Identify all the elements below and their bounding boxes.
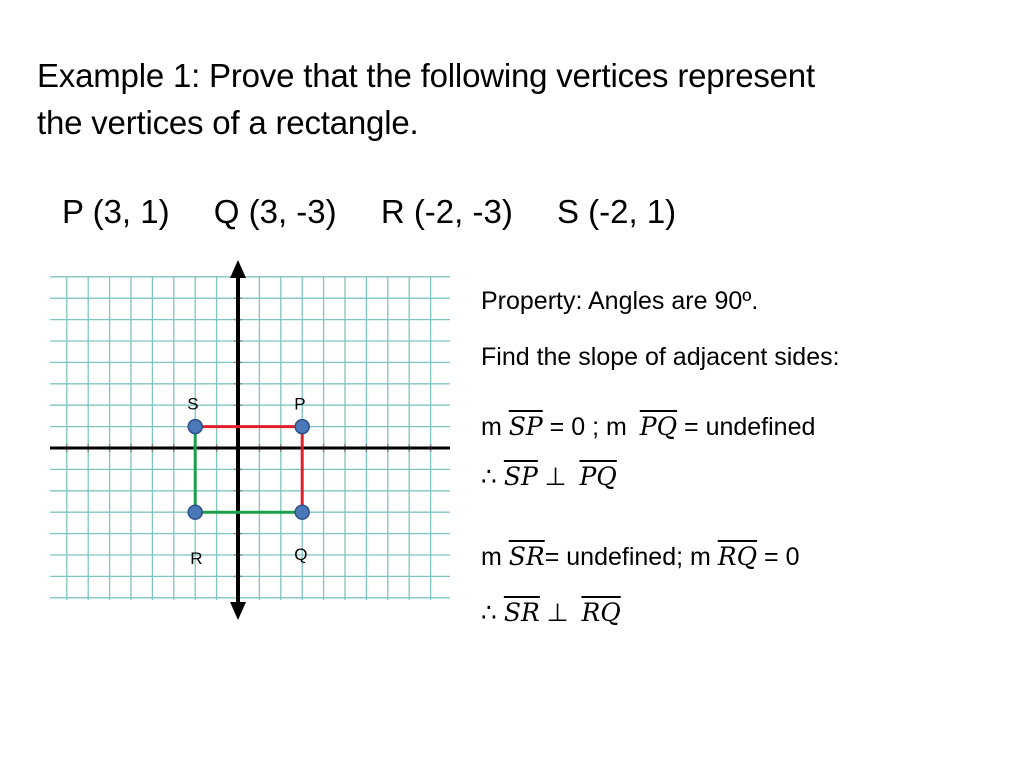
slope-equation-text: = 0 ; m: [542, 413, 634, 441]
y-axis-arrow-down: [230, 602, 246, 620]
segment-rq: $\overline{RQ}$: [581, 598, 621, 627]
segment-sr: $\overline{SR}$: [508, 542, 545, 571]
y-axis-arrow-up: [230, 260, 246, 278]
instruction-text: Find the slope of adjacent sides:: [481, 343, 840, 371]
segment-sp: $\overline{SP}$: [503, 462, 538, 491]
therefore-symbol: ∴: [481, 599, 504, 627]
label-r: R: [190, 549, 203, 569]
slope-equation-text: = undefined: [677, 413, 816, 441]
slope-line-sp-pq: [481, 410, 815, 444]
perpendicular-line-sr-rq: [481, 596, 621, 630]
segment-rq: $\overline{RQ}$: [717, 542, 758, 571]
vertex-p-dot: [295, 420, 309, 434]
point-p: P (3, 1): [62, 193, 170, 230]
slope-m-label: m: [481, 543, 509, 571]
segment-sp: $\overline{SP}$: [508, 412, 543, 441]
label-q: Q: [294, 545, 308, 565]
problem-title: [37, 52, 997, 146]
perpendicular-symbol: ⊥: [539, 599, 576, 627]
point-s: S (-2, 1): [556, 193, 677, 230]
therefore-symbol: ∴: [481, 463, 504, 491]
title-line-1: Example 1: Prove that the following vertices represent: [37, 57, 815, 94]
segment-pq: $\overline{PQ}$: [639, 412, 678, 441]
perpendicular-line-sp-pq: [481, 460, 617, 494]
segment-pq: $\overline{PQ}$: [579, 462, 617, 491]
label-s: S: [187, 394, 199, 414]
segment-sr: $\overline{SR}$: [503, 598, 540, 627]
vertex-s-dot: [188, 420, 202, 434]
property-text: Property: Angles are 90º.: [481, 287, 759, 315]
point-q: Q (3, -3): [213, 193, 337, 230]
point-r: R (-2, -3): [380, 193, 513, 230]
label-p: P: [294, 394, 306, 414]
vertex-list: [62, 190, 711, 234]
slope-line-sr-rq: [481, 540, 800, 574]
grid-lines: [50, 276, 450, 600]
slope-m-label: m: [481, 413, 509, 441]
tick-marks: [67, 298, 431, 576]
title-line-2: the vertices of a rectangle.: [37, 104, 419, 141]
perpendicular-symbol: ⊥: [537, 463, 574, 491]
coordinate-grid: [45, 258, 455, 628]
slope-equation-text: = 0: [757, 543, 800, 571]
vertex-r-dot: [188, 505, 202, 519]
slope-equation-text: = undefined; m: [544, 543, 718, 571]
vertex-q-dot: [295, 505, 309, 519]
